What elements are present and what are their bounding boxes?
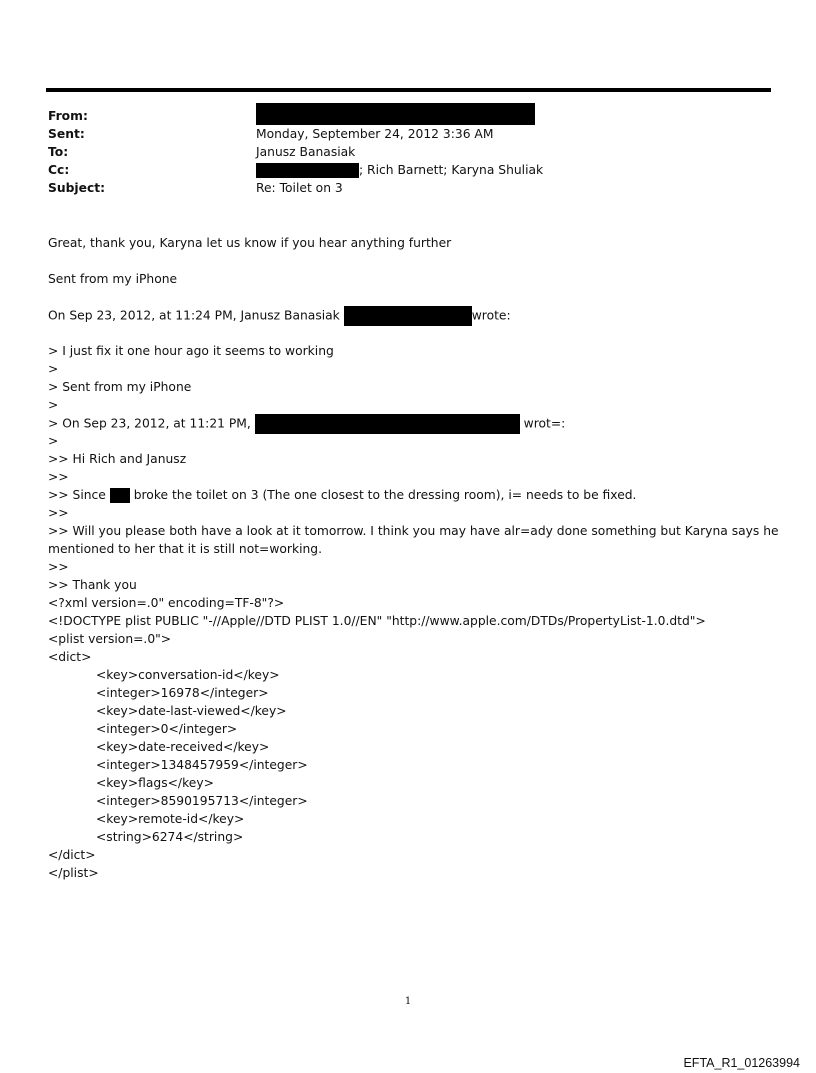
- quoted-line: [48, 486, 636, 504]
- page-number: 1: [404, 996, 412, 1007]
- quoted-line: > Sent from my iPhone: [48, 380, 192, 394]
- quoted-line: >>: [48, 470, 69, 484]
- quoted-line: >> Will you please both have a look at it tomorrow. I think you may have alr=ady done something but Karyna says he: [48, 524, 779, 538]
- plist-line: <key>conversation-id</key>: [96, 668, 280, 682]
- plist-line: <integer>16978</integer>: [96, 686, 269, 700]
- cc-recipients: ; Rich Barnett; Karyna Shuliak: [359, 163, 544, 177]
- from-label: From:: [48, 109, 88, 123]
- redaction-block: [344, 306, 472, 326]
- plist-line: <!DOCTYPE plist PUBLIC "-//Apple//DTD PLIST 1.0//EN" "http://www.apple.com/DTDs/PropertyList-1.0.dtd">: [48, 614, 706, 628]
- quoted-line: > I just fix it one hour ago it seems to working: [48, 344, 334, 358]
- subject-label: Subject:: [48, 181, 106, 195]
- attribution-wrote: wrote:: [471, 308, 511, 323]
- plist-line: <dict>: [48, 650, 92, 664]
- cc-value: [256, 161, 543, 179]
- quoted-line: mentioned to her that it is still not=working.: [48, 542, 323, 556]
- plist-line: <integer>1348457959</integer>: [96, 758, 308, 772]
- quoted-line: >>: [48, 560, 69, 574]
- header-rule: [46, 88, 771, 92]
- redaction-block: [256, 103, 535, 125]
- quoted-attribution: [48, 414, 565, 434]
- body-line: Great, thank you, Karyna let us know if you hear anything further: [48, 236, 452, 250]
- plist-line: <key>date-last-viewed</key>: [96, 704, 287, 718]
- attribution-wrote: wrot=:: [523, 416, 566, 431]
- redaction-block: [256, 163, 359, 178]
- sent-label: Sent:: [48, 127, 85, 141]
- document-id: EFTA_R1_01263994: [683, 1056, 800, 1070]
- quoted-line: >: [48, 434, 59, 448]
- from-value-redacted: [256, 103, 535, 125]
- attribution-text: > On Sep 23, 2012, at 11:21 PM,: [48, 416, 251, 431]
- quoted-line: >> Thank you: [48, 578, 137, 592]
- quoted-text: >> Since: [48, 488, 106, 502]
- plist-line: <integer>0</integer>: [96, 722, 238, 736]
- body-line: Sent from my iPhone: [48, 272, 178, 286]
- quote-attribution: [48, 306, 511, 326]
- plist-line: <plist version=.0">: [48, 632, 172, 646]
- to-value: Janusz Banasiak: [256, 145, 356, 159]
- plist-line: <key>date-received</key>: [96, 740, 270, 754]
- plist-line: <key>flags</key>: [96, 776, 214, 790]
- attribution-text: On Sep 23, 2012, at 11:24 PM, Janusz Banasiak: [48, 308, 340, 323]
- redaction-block: [110, 488, 130, 503]
- plist-line: </dict>: [48, 848, 96, 862]
- plist-line: <integer>8590195713</integer>: [96, 794, 308, 808]
- quoted-line: >: [48, 398, 59, 412]
- quoted-line: >: [48, 362, 59, 376]
- plist-line: <key>remote-id</key>: [96, 812, 245, 826]
- cc-label: Cc:: [48, 163, 70, 177]
- subject-value: Re: Toilet on 3: [256, 181, 343, 195]
- quoted-text: broke the toilet on 3 (The one closest to the dressing room), i= needs to be fixed.: [133, 488, 637, 502]
- plist-line: <?xml version=.0" encoding=TF-8"?>: [48, 596, 285, 610]
- redaction-block: [255, 414, 520, 434]
- to-label: To:: [48, 145, 69, 159]
- sent-value: Monday, September 24, 2012 3:36 AM: [256, 127, 494, 141]
- quoted-line: >>: [48, 506, 69, 520]
- plist-line: </plist>: [48, 866, 99, 880]
- quoted-line: >> Hi Rich and Janusz: [48, 452, 187, 466]
- plist-line: <string>6274</string>: [96, 830, 244, 844]
